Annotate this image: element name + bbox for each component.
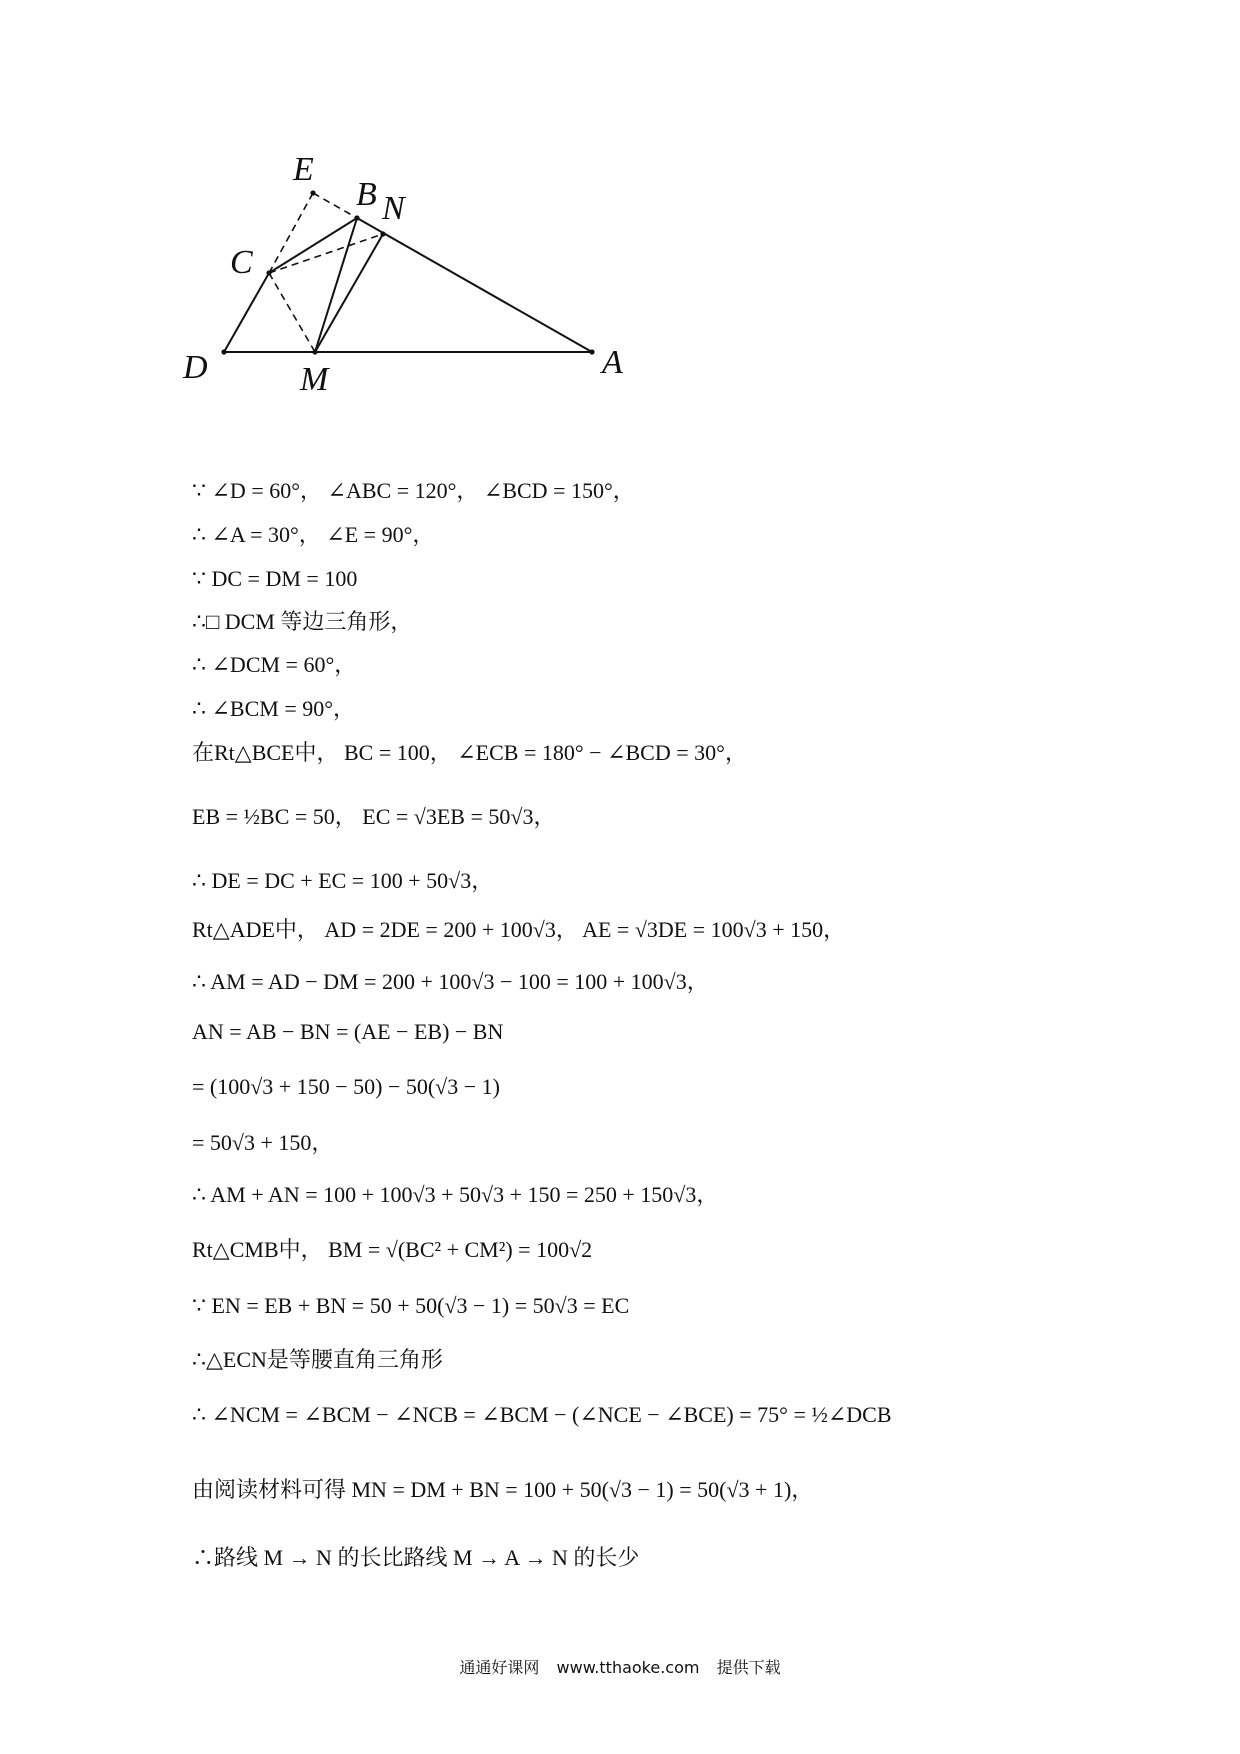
point-M bbox=[312, 349, 317, 354]
point-N bbox=[380, 231, 385, 236]
segment-BM bbox=[315, 218, 357, 352]
solution-line: ∵ EN = EB + BN = 50 + 50(√3 − 1) = 50√3 = EC bbox=[192, 1293, 630, 1318]
solution-line: = 50√3 + 150， bbox=[192, 1130, 334, 1155]
solution-line: ∴ DE = DC + EC = 100 + 50√3， bbox=[192, 868, 494, 893]
solution-line: 在Rt△BCE中， BC = 100， ∠ECB = 180° − ∠BCD = 30°， bbox=[192, 740, 747, 765]
solution-line: ∴ AM + AN = 100 + 100√3 + 50√3 + 150 = 250 + 150√3， bbox=[192, 1182, 719, 1207]
footer-url[interactable]: www.tthaoke.com bbox=[556, 1658, 700, 1677]
solution-line: 由阅读材料可得 MN = DM + BN = 100 + 50(√3 − 1) = 50(√3 + 1)， bbox=[192, 1477, 814, 1502]
point-C bbox=[266, 270, 271, 275]
page-footer bbox=[0, 1655, 1240, 1678]
solution-line: = (100√3 + 150 − 50) − 50(√3 − 1) bbox=[192, 1074, 500, 1099]
solution-line: ∵ ∠D = 60°， ∠ABC = 120°， ∠BCD = 150°， bbox=[192, 478, 635, 503]
solution-line: ∵ DC = DM = 100 bbox=[192, 566, 358, 591]
solution-line: Rt△CMB中， BM = √(BC² + CM²) = 100√2 bbox=[192, 1237, 593, 1262]
segment-CN bbox=[269, 234, 383, 273]
label-N: N bbox=[382, 190, 405, 227]
solution-line: ∴ ∠BCM = 90°， bbox=[192, 696, 356, 721]
segment-CB bbox=[269, 218, 357, 273]
solution-line: EB = ½BC = 50， EC = √3EB = 50√3， bbox=[192, 804, 556, 829]
solution-line: ∴□ DCM 等边三角形， bbox=[192, 609, 413, 634]
solution-line: ∴ ∠DCM = 60°， bbox=[192, 652, 357, 677]
solution-line: ∴路线 M → N 的长比路线 M → A → N 的长少 bbox=[192, 1545, 640, 1570]
segment-DC bbox=[224, 273, 269, 352]
segment-CM bbox=[269, 273, 315, 352]
label-M: M bbox=[300, 361, 329, 398]
label-E: E bbox=[293, 151, 314, 188]
segment-BA bbox=[357, 218, 592, 352]
footer-suffix: 提供下载 bbox=[716, 1658, 781, 1677]
solution-line: AN = AB − BN = (AE − EB) − BN bbox=[192, 1019, 504, 1044]
point-B bbox=[354, 215, 359, 220]
label-B: B bbox=[356, 176, 377, 213]
label-C: C bbox=[230, 244, 253, 281]
segment-EB bbox=[313, 193, 357, 218]
solution-line: ∴ AM = AD − DM = 200 + 100√3 − 100 = 100 + 100√3， bbox=[192, 969, 709, 994]
segment-NM bbox=[315, 234, 383, 352]
geometry-figure bbox=[170, 145, 660, 415]
solution-line: ∴ ∠A = 30°， ∠E = 90°， bbox=[192, 522, 435, 547]
solution-line: Rt△ADE中， AD = 2DE = 200 + 100√3， AE = √3DE = 100√3 + 150， bbox=[192, 917, 846, 942]
solution-line: ∴△ECN是等腰直角三角形 bbox=[192, 1347, 443, 1372]
point-A bbox=[589, 349, 594, 354]
solution-line: ∴ ∠NCM = ∠BCM − ∠NCB = ∠BCM − (∠NCE − ∠BCE) = 75° = ½∠DCB bbox=[192, 1402, 892, 1427]
point-E bbox=[310, 190, 315, 195]
point-D bbox=[221, 349, 226, 354]
label-A: A bbox=[602, 344, 623, 381]
footer-site-name: 通通好课网 bbox=[459, 1658, 540, 1677]
label-D: D bbox=[183, 349, 208, 386]
